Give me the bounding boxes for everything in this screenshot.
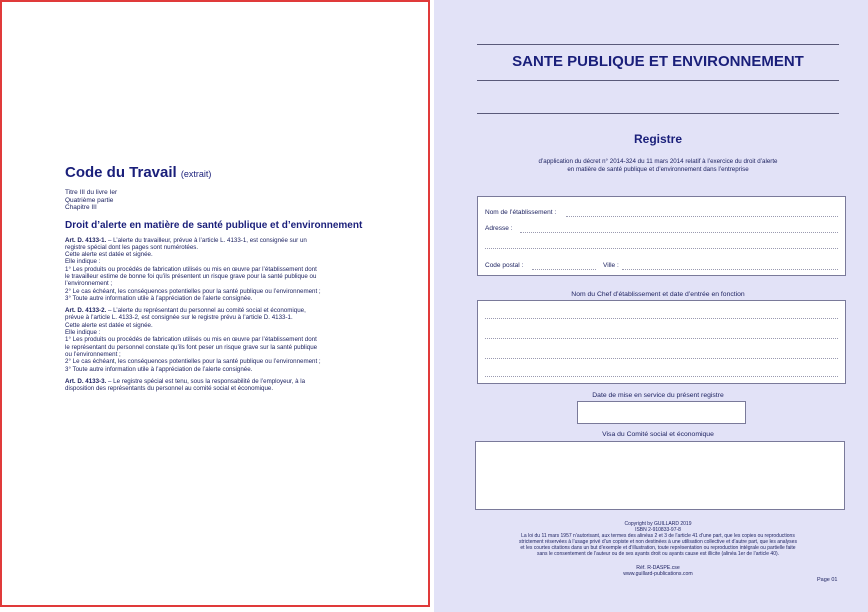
article-line: – Le registre spécial est tenu, sous la responsabilité de l’employeur, à la — [108, 377, 306, 385]
page-number: Page 01 — [817, 577, 838, 583]
article-d4133-2 — [65, 307, 375, 373]
visa-caption: Visa du Comité social et économique — [602, 431, 714, 438]
visa-box[interactable] — [475, 441, 845, 510]
article-line: 1° Les produits ou procédés de fabrication utilisés ou mis en œuvre par l’établissement dont — [65, 265, 317, 273]
copyright-line: La loi du 11 mars 1957 n’autorisant, aux termes des alinéas 2 et 3 de l’article 41 d’une part, que les copies ou reproductions — [521, 533, 795, 539]
article-line: – L’alerte du travailleur, prévue à l’article L. 4133-1, est consignée sur un — [108, 236, 307, 244]
establishment-form — [477, 196, 846, 276]
code-title-note: (extrait) — [180, 169, 212, 179]
copyright-line: strictement réservées à l’usage privé d’un copiste et non destinées à une utilisation collective et d’autre part, que les analyses — [519, 539, 797, 545]
code-postal-field[interactable] — [532, 269, 596, 270]
copyright-line: Copyright by GUILLARD 2019 — [624, 521, 692, 527]
code-title — [65, 164, 375, 181]
copyright-line: sans le consentement de l’auteur ou de ses ayants droit ou ayants cause est illicite (alinéa 1er de l’article 40). — [536, 551, 780, 557]
left-page — [0, 0, 430, 607]
article-line: Cette alerte est datée et signée. — [65, 251, 153, 259]
ville-label: Ville : — [603, 262, 619, 269]
article-d4133-1 — [65, 237, 375, 303]
article-ref: Art. D. 4133-3. — [65, 377, 107, 385]
title-rule-bottom — [477, 80, 839, 81]
subtitle-line: en matière de santé publique et d’environnement dans l’entreprise — [567, 165, 749, 173]
chef-caption: Nom du Chef d’établissement et date d’entrée en fonction — [571, 291, 745, 298]
article-line: registre spécial dont les pages sont numérotées. — [65, 243, 199, 251]
chef-line[interactable] — [485, 376, 838, 377]
nom-etablissement-label: Nom de l’établissement : — [485, 209, 557, 216]
chef-line[interactable] — [485, 338, 838, 339]
article-d4133-3 — [65, 378, 375, 393]
article-ref: Art. D. 4133-1. — [65, 236, 107, 244]
article-line: Cette alerte est datée et signée. — [65, 321, 153, 329]
copyright-line: ISBN 2-910833-97-8 — [635, 527, 681, 533]
copyright-line: et les courtes citations dans un but d’exemple et d’illustration, toute représentation ou reproduction intégrale ou partielle faite — [520, 545, 796, 551]
chef-line[interactable] — [485, 358, 838, 359]
article-line: ou l’environnement ; — [65, 350, 121, 358]
code-postal-label: Code postal : — [485, 262, 524, 269]
article-line: Elle indique : — [65, 258, 101, 266]
article-line: 3° Toute autre information utile à l’appréciation de l’alerte consignée. — [65, 365, 253, 373]
publisher-website: www.guillard-publications.com — [623, 571, 693, 578]
reference-code: Réf. R-DASPE.cse — [636, 565, 680, 571]
meta-line: Titre III du livre Ier — [65, 189, 118, 196]
nom-etablissement-field[interactable] — [566, 216, 838, 217]
chef-line[interactable] — [485, 318, 838, 319]
meta-line: Quatrième partie — [65, 196, 114, 204]
article-line: prévue à l’article L. 4133-2, est consignée sur le registre prévu à l’article D. 4133-1. — [65, 314, 293, 322]
subtitle-line: d’application du décret n° 2014-324 du 11 mars 2014 relatif à l’exercice du droit d’alerte — [538, 158, 778, 165]
article-line: Elle indique : — [65, 329, 101, 337]
copyright-notice — [490, 521, 826, 557]
article-line: 3° Toute autre information utile à l’appréciation de l’alerte consignée. — [65, 294, 253, 302]
registre-heading: Registre — [633, 132, 683, 146]
article-line: – L’alerte du représentant du personnel au comité social et économique, — [108, 307, 306, 315]
article-line: 2° Le cas échéant, les conséquences potentielles pour la santé publique ou l’environnement ; — [65, 358, 321, 366]
adresse-label: Adresse : — [485, 225, 513, 232]
chef-box — [477, 300, 846, 384]
article-line: le travailleur estime de bonne foi qu’ils présentent un risque grave pour la santé publique ou — [65, 272, 317, 280]
code-extract — [65, 164, 375, 397]
date-field[interactable] — [577, 401, 746, 424]
adresse-field[interactable] — [520, 232, 838, 233]
section-rule — [477, 113, 839, 114]
article-line: disposition des représentants du personnel au comité social et économique. — [65, 385, 274, 393]
article-line: 1° Les produits ou procédés de fabrication utilisés ou mis en œuvre par l’établissement dont — [65, 336, 317, 344]
article-line: l’environnement ; — [65, 280, 113, 288]
title-rule-top — [477, 44, 839, 45]
article-line: 2° Le cas échéant, les conséquences potentielles pour la santé publique ou l’environnement ; — [65, 287, 321, 295]
register-main-title: SANTE PUBLIQUE ET ENVIRONNEMENT — [512, 53, 804, 70]
ville-field[interactable] — [622, 269, 838, 270]
code-title-text: Code du Travail — [65, 164, 177, 181]
article-ref: Art. D. 4133-2. — [65, 307, 107, 315]
article-line: le représentant du personnel constate qu’ils font peser un risque grave sur la santé publique — [65, 343, 318, 351]
date-caption: Date de mise en service du présent registre — [592, 392, 724, 399]
section-heading: Droit d’alerte en matière de santé publique et d’environnement — [65, 219, 363, 231]
adresse-field-2[interactable] — [485, 248, 838, 249]
meta-line: Chapitre III — [65, 204, 97, 211]
reference-block — [490, 565, 826, 577]
decree-subtitle — [490, 158, 826, 173]
